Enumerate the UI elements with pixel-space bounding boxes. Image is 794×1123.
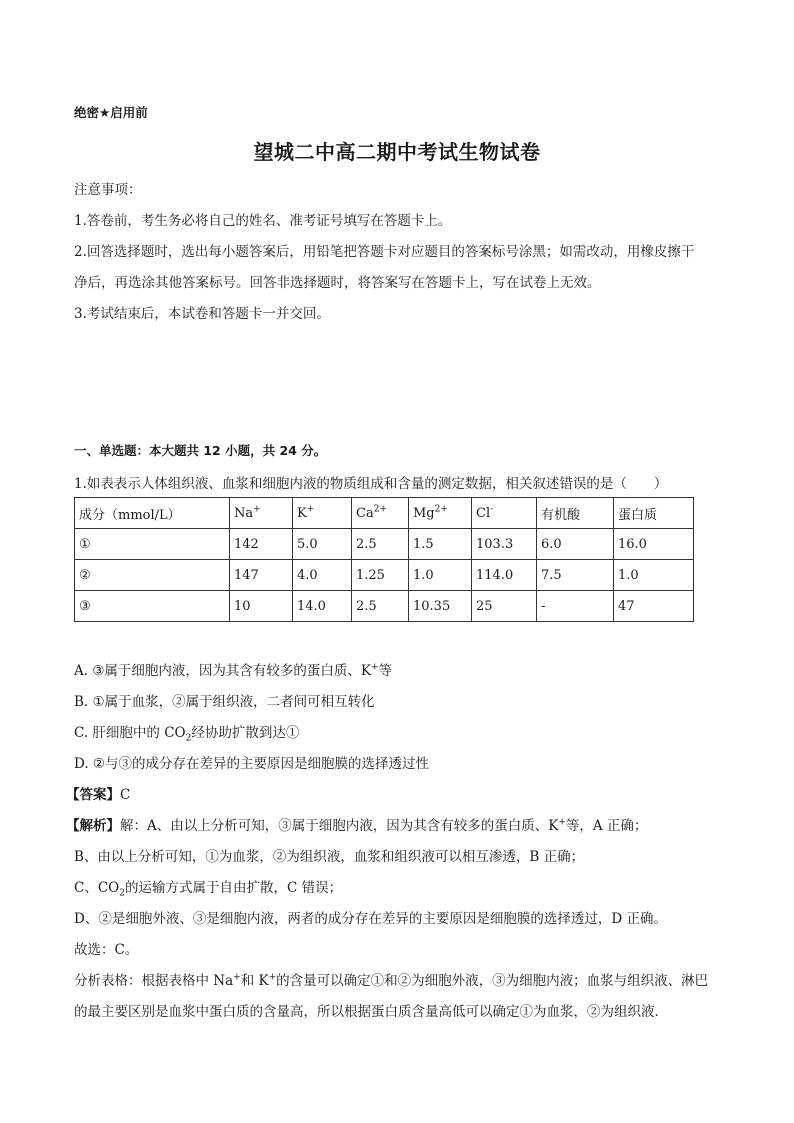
table-cell: 147 [230, 560, 293, 591]
table-cell: 1.5 [409, 529, 472, 560]
notice-item-3: 3.考试结束后，本试卷和答题卡一并交回。 [74, 306, 330, 322]
table-cell: ② [75, 560, 230, 591]
answer-value: C [120, 787, 131, 803]
table-row [75, 591, 694, 622]
analysis-tag: 【解析】 [66, 818, 120, 834]
option-c: C. 肝细胞中的 $CO_2$经协助扩散到达① [74, 725, 300, 744]
table-cell: 114.0 [472, 560, 537, 591]
notice-item-2: 2.回答选择题时，选出每小题答案后，用铅笔把答题卡对应题目的答案标号涂黑；如需改动，用橡皮擦干 [74, 244, 695, 260]
analysis-line-2: B、由以上分析可知，①为血浆，②为组织液，血浆和组织液可以相互渗透，B 正确； [74, 849, 585, 865]
table-cell: 10.35 [409, 591, 472, 622]
table-row [75, 529, 694, 560]
table-cell: 1.0 [614, 560, 694, 591]
analysis-line-6: 分析表格：根据表格中 Na+和 K+的含量可以确定①和②为细胞外液，③为细胞内液；血浆与组织液、淋巴 [74, 972, 709, 989]
table-header-cell: Cl- [472, 498, 537, 529]
table-cell: 25 [472, 591, 537, 622]
table-cell: 6.0 [537, 529, 614, 560]
composition-table [74, 497, 694, 622]
table-header-cell: $Mg^{2+}$ [409, 498, 472, 529]
table-cell: 5.0 [293, 529, 352, 560]
analysis-line-5: 故选：C。 [74, 942, 139, 958]
table-cell: ① [75, 529, 230, 560]
analysis-line-3: C、$CO_2$的运输方式属于自由扩散，C 错误； [74, 880, 343, 899]
table-cell: 1.25 [352, 560, 409, 591]
table-cell: 47 [614, 591, 694, 622]
table-cell: 4.0 [293, 560, 352, 591]
table-cell: ③ [75, 591, 230, 622]
option-d: D. ②与③的成分存在差异的主要原因是细胞膜的选择透过性 [74, 756, 430, 772]
table-header-cell: 成分（mmol/L） [75, 498, 230, 529]
answer-line [66, 783, 130, 803]
table-cell: 2.5 [352, 591, 409, 622]
table-header-row [75, 498, 694, 529]
option-b: B. ①属于血浆，②属于组织液，二者间可相互转化 [74, 694, 375, 710]
table-cell: - [537, 591, 614, 622]
exam-title: 望城二中高二期中考试生物试卷 [253, 140, 541, 164]
table-cell: 16.0 [614, 529, 694, 560]
table-cell: 10 [230, 591, 293, 622]
table-header-cell: K+ [293, 498, 352, 529]
notice-item-2-cont: 净后，再选涂其他答案标号。回答非选择题时，将答案写在答题卡上，写在试卷上无效。 [74, 275, 601, 291]
notice-item-1: 1.答卷前，考生务必将自己的姓名、准考证号填写在答题卡上。 [74, 213, 452, 229]
table-cell: 142 [230, 529, 293, 560]
notice-heading: 注意事项： [74, 182, 142, 198]
analysis-line-1: 【解析】解：A、由以上分析可知，③属于细胞内液，因为其含有较多的蛋白质、K+等，A 正确； [66, 817, 648, 834]
question-stem: 1.如表表示人体组织液、血浆和细胞内液的物质组成和含量的测定数据，相关叙述错误的是（ ） [74, 476, 668, 492]
table-cell: 103.3 [472, 529, 537, 560]
table-header-cell: $Ca^{2+}$ [352, 498, 409, 529]
answer-tag: 【答案】 [66, 787, 120, 803]
table-row [75, 560, 694, 591]
section-heading: 一、单选题：本大题共 12 小题，共 24 分。 [74, 443, 327, 458]
table-cell: 7.5 [537, 560, 614, 591]
confidential-mark: 绝密★启用前 [74, 105, 148, 120]
analysis-line-7: 的最主要区别是血浆中蛋白质的含量高，所以根据蛋白质含量高低可以确定①为血浆，②为组织液． [74, 1004, 668, 1020]
table-cell: 1.0 [409, 560, 472, 591]
table-header-cell: 蛋白质 [614, 498, 694, 529]
analysis-line-4: D、②是细胞外液、③是细胞内液，两者的成分存在差异的主要原因是细胞膜的选择透过，D 正确。 [74, 911, 667, 927]
table-cell: 2.5 [352, 529, 409, 560]
table-header-cell: 有机酸 [537, 498, 614, 529]
table-header-cell: Na+ [230, 498, 293, 529]
option-a: A. ③属于细胞内液，因为其含有较多的蛋白质、K+等 [74, 662, 393, 679]
table-cell: 14.0 [293, 591, 352, 622]
